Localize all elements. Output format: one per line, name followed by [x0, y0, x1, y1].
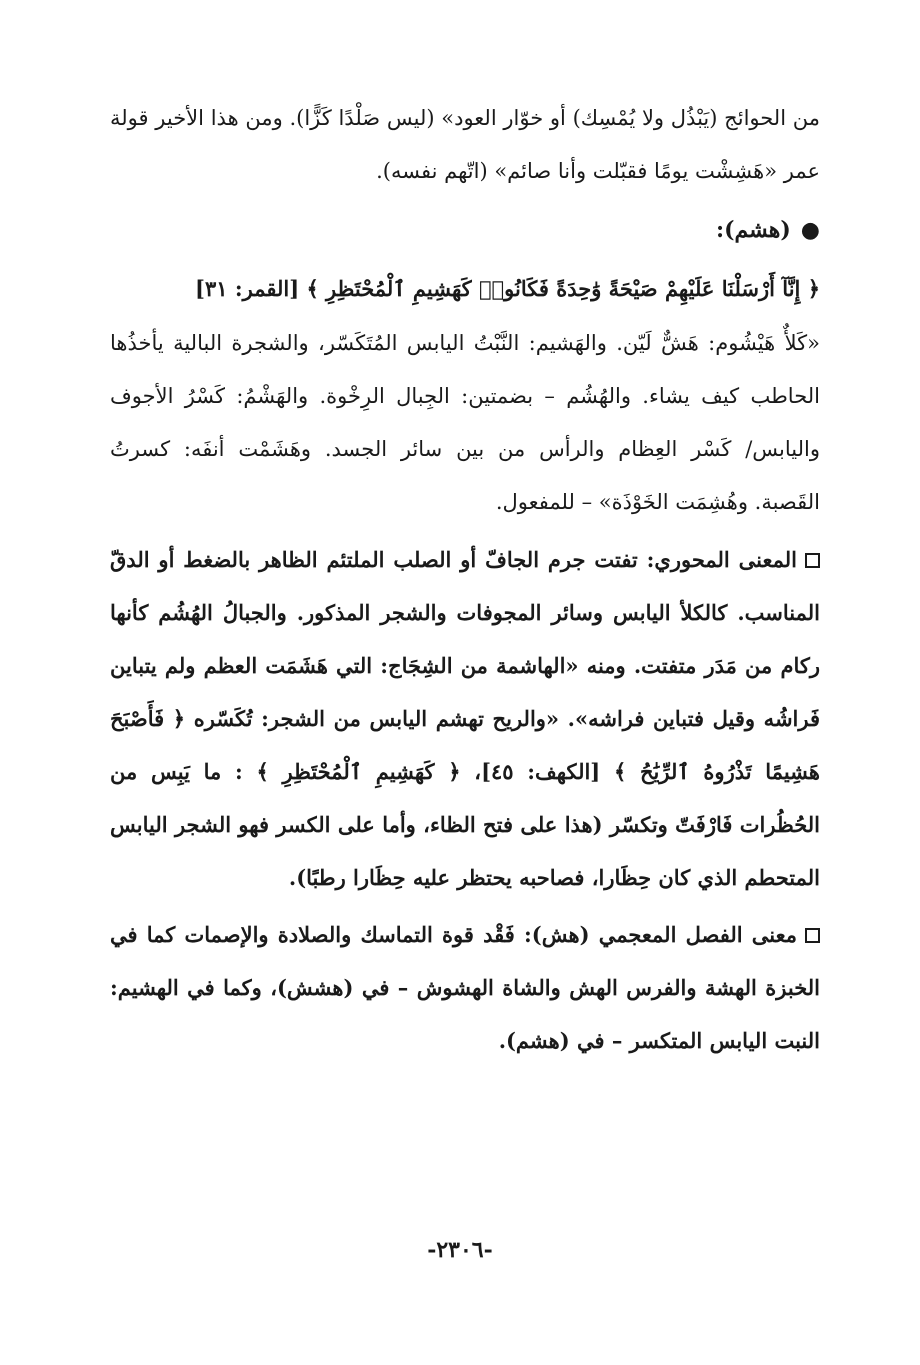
lexical-section-text: معنى الفصل المعجمي (هش): فَقْد قوة التماسك والصلادة والإصمات كما في الخبزة الهشة والفرس الهش والشاة الهشوش – في (هشش)، وكما في الهشيم: النبت اليابس المتكسر – في (هشم).: [110, 922, 820, 1053]
square-bullet-icon: [805, 928, 820, 943]
core-meaning-paragraph: [110, 533, 820, 904]
entry-heading-text: (هشم):: [715, 217, 791, 243]
page-number: -٢٣٠٦-: [427, 1237, 493, 1263]
quran-verse: ﴿ إِنَّآ أَرْسَلْنَا عَلَيْهِمْ صَيْحَةً وَٰحِدَةً فَكَانُوا۟ كَهَشِيمِ ٱلْمُحْتَظِرِ ﴾ [القمر: ٣١]: [195, 276, 820, 301]
lexical-section-paragraph: [110, 908, 820, 1067]
bullet-icon: ●: [800, 217, 820, 243]
lexicon-paragraph: «كَلأٌ هَيْشُوم: هَشٌّ لَيّن. والهَشيم: النَّبْتُ اليابس المُتَكَسّر، والشجرة البالية يأخذُها الحاطب كيف يشاء. والهُشُم – بضمتين: الجِبال الرِخْوة. والهَشْمُ: كَسْرُ الأجوف واليابس/ كَسْر العِظام والرأس من بين سائر الجسد. وهَشَمْت أنفَه: كسرتُ القَصبة. وهُشِمَت الخَوْذَة» – للمفعول.: [110, 331, 820, 514]
intro-paragraph: من الحوائج (يَبْذُل ولا يُمْسِك) أو خوّار العود» (ليس صَلْدًا كَزًّا). ومن هذا الأخير قولة عمر «هَشِشْت يومًا فقبّلت وأنا صائم» (اتّهم نفسه).: [110, 106, 820, 183]
entry-heading: [110, 204, 820, 257]
square-bullet-icon: [805, 553, 820, 568]
core-meaning-text: المعنى المحوري: تفتت جرم الجافّ أو الصلب الملتئم الظاهر بالضغط أو الدقّ المناسب. كالكلأ اليابس وسائر المجوفات والشجر المذكور. والجبالُ الهُشُم كأنها ركام من مَدَر متفتت. ومنه «الهاشمة من الشِجَاج: التي هَشَمَت العظم ولم يتباين فَراشُه وقيل فتباين فراشه». «والريح تهشم اليابس من الشجر: تُكَسّره ﴿ فَأَصْبَحَ هَشِيمًا تَذْرُوهُ ٱلرِّيَٰحُ ﴾ [الكهف: ٤٥]، ﴿ كَهَشِيمِ ٱلْمُحْتَظِرِ ﴾ : ما يَبِس من الحُظُرات فَارْفَتّ وتكسّر (هذا على فتح الظاء، وأما على الكسر فهو الشجر اليابس المتحطم الذي كان حِظَارا، فصاحبه يحتظر عليه حِظَارا رطبًا).: [110, 547, 820, 890]
